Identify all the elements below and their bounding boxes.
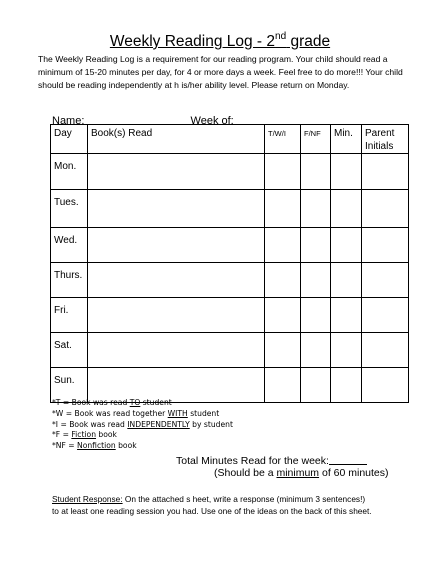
minutes-cell[interactable] xyxy=(331,368,362,403)
abbreviation-key xyxy=(52,398,233,452)
twi-cell[interactable] xyxy=(265,298,301,333)
key-item xyxy=(52,409,233,420)
minimum-note xyxy=(214,467,389,480)
key-underlined: INDEPENDENTLY xyxy=(127,419,190,429)
minutes-cell[interactable] xyxy=(331,228,362,263)
key-item xyxy=(52,441,233,452)
key-text: *T = Book was read xyxy=(52,398,130,407)
table-header-row xyxy=(51,125,409,154)
header-twi: T/W/I xyxy=(265,125,301,154)
key-text: student xyxy=(140,398,172,407)
key-text: by student xyxy=(189,419,233,429)
response-label: Student Response: xyxy=(52,494,123,504)
twi-cell[interactable] xyxy=(265,333,301,368)
note-text: of 60 minutes) xyxy=(319,467,389,479)
header-fnf: F/NF xyxy=(301,125,331,154)
day-cell: Wed. xyxy=(51,228,88,263)
table-row xyxy=(51,298,409,333)
initials-cell[interactable] xyxy=(362,154,409,190)
day-cell: Thurs. xyxy=(51,263,88,298)
table-row xyxy=(51,228,409,263)
minutes-cell[interactable] xyxy=(331,190,362,228)
key-text: *NF = xyxy=(52,441,78,451)
books-read-cell[interactable] xyxy=(88,263,265,298)
books-read-cell[interactable] xyxy=(88,228,265,263)
twi-cell[interactable] xyxy=(265,368,301,403)
minutes-cell[interactable] xyxy=(331,154,362,190)
books-read-cell[interactable] xyxy=(88,190,265,228)
note-text: (Should be a xyxy=(214,467,277,479)
key-text: book xyxy=(115,441,137,451)
fnf-cell[interactable] xyxy=(301,154,331,190)
key-underlined: Fiction xyxy=(71,430,97,440)
books-read-cell[interactable] xyxy=(88,298,265,333)
title-superscript: nd xyxy=(275,31,287,42)
key-text: book xyxy=(96,430,117,440)
fnf-cell[interactable] xyxy=(301,298,331,333)
key-item xyxy=(52,430,233,441)
key-underlined: WITH xyxy=(167,408,188,418)
initials-cell[interactable] xyxy=(362,263,409,298)
header-day: Day xyxy=(51,125,88,154)
twi-cell[interactable] xyxy=(265,228,301,263)
response-text: On the attached s heet, write a response (minimum 3 sentences!) to at least one reading session you had. Use one of the ideas on the back of this sheet. xyxy=(52,494,372,517)
page-title xyxy=(0,33,440,51)
key-item xyxy=(52,420,233,431)
intro-paragraph: The Weekly Reading Log is a requirement for our reading program. Your child should read a minimum of 15-20 minutes per day, for 4 or more days a week. Feel free to do more!!! Your child should be reading independently at h is/her ability level. Please return on Monday. xyxy=(38,54,403,91)
key-text: student xyxy=(187,408,220,418)
total-minutes-line xyxy=(176,454,367,468)
initials-cell[interactable] xyxy=(362,368,409,403)
name-label: Name: xyxy=(52,115,85,127)
books-read-cell[interactable] xyxy=(88,333,265,368)
note-underlined: minimum xyxy=(276,467,320,479)
day-cell: Mon. xyxy=(51,154,88,190)
total-minutes-label: Total Minutes Read for the week: xyxy=(176,455,329,467)
key-underlined: Nonfiction xyxy=(77,441,116,451)
table-row xyxy=(51,263,409,298)
key-item xyxy=(52,398,233,409)
table-row xyxy=(51,154,409,190)
books-read-cell[interactable] xyxy=(88,154,265,190)
fnf-cell[interactable] xyxy=(301,190,331,228)
day-cell: Fri. xyxy=(51,298,88,333)
header-min: Min. xyxy=(331,125,362,154)
day-cell: Tues. xyxy=(51,190,88,228)
table-row xyxy=(51,190,409,228)
minutes-cell[interactable] xyxy=(331,298,362,333)
initials-cell[interactable] xyxy=(362,298,409,333)
key-text: *W = Book was read together xyxy=(52,408,168,418)
title-main: Weekly Reading Log - 2 xyxy=(109,33,276,50)
initials-cell[interactable] xyxy=(362,228,409,263)
initials-cell[interactable] xyxy=(362,190,409,228)
title-suffix: grade xyxy=(286,33,331,50)
twi-cell[interactable] xyxy=(265,190,301,228)
header-parent-initials: Parent Initials xyxy=(362,125,409,154)
fnf-cell[interactable] xyxy=(301,333,331,368)
twi-cell[interactable] xyxy=(265,154,301,190)
reading-log-table xyxy=(50,124,409,403)
student-response-instructions xyxy=(52,493,372,517)
key-underlined: TO xyxy=(129,398,141,407)
fnf-cell[interactable] xyxy=(301,228,331,263)
day-cell: Sun. xyxy=(51,368,88,403)
minutes-cell[interactable] xyxy=(331,333,362,368)
fnf-cell[interactable] xyxy=(301,263,331,298)
week-label: Week of: xyxy=(190,115,234,127)
initials-cell[interactable] xyxy=(362,333,409,368)
table-row xyxy=(51,333,409,368)
key-text: *F = xyxy=(52,430,72,440)
total-minutes-field[interactable] xyxy=(329,454,367,465)
header-books-read: Book(s) Read xyxy=(88,125,265,154)
day-cell: Sat. xyxy=(51,333,88,368)
minutes-cell[interactable] xyxy=(331,263,362,298)
twi-cell[interactable] xyxy=(265,263,301,298)
key-text: *I = Book was read xyxy=(52,419,128,429)
fnf-cell[interactable] xyxy=(301,368,331,403)
